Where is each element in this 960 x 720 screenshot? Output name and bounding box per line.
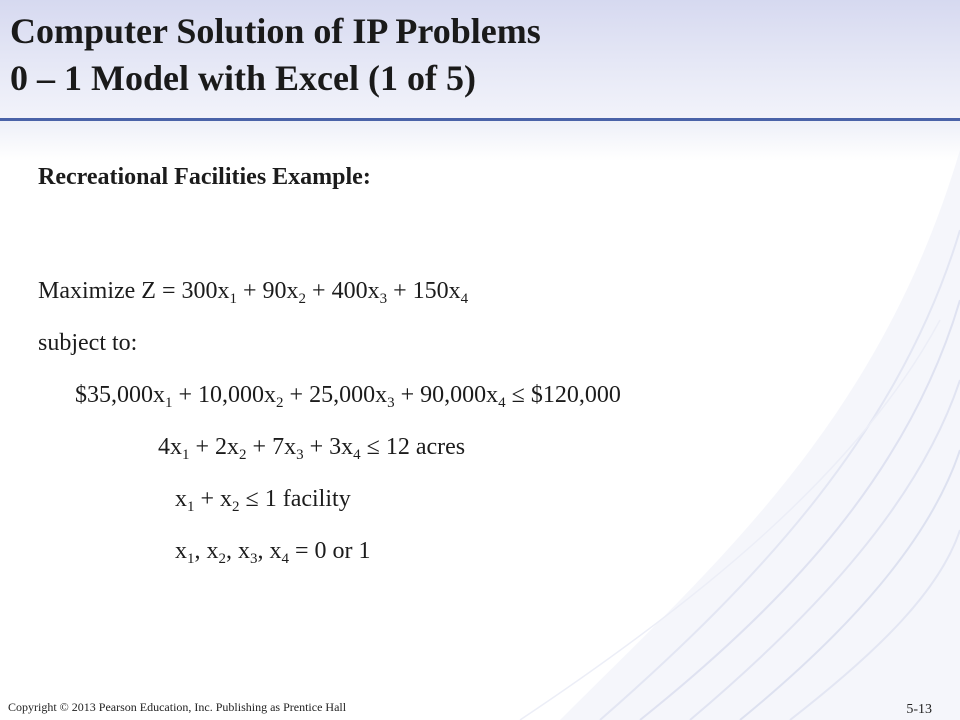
title-line-1: Computer Solution of IP Problems xyxy=(10,11,541,51)
title-line-2: 0 – 1 Model with Excel (1 of 5) xyxy=(10,58,476,98)
subject-to-label: subject to: xyxy=(38,330,138,356)
constraint-text: 4x xyxy=(158,434,182,460)
constraint-budget xyxy=(75,382,621,409)
subscript: 1 xyxy=(229,291,237,307)
subscript: 2 xyxy=(239,447,247,463)
subscript: 2 xyxy=(298,291,307,307)
objective-text: + 400x xyxy=(306,278,380,304)
constraint-text: + 10,000x xyxy=(172,382,277,408)
constraint-text: $35,000x xyxy=(75,382,165,408)
objective-text: Maximize Z = 300x xyxy=(38,278,230,304)
subscript: 1 xyxy=(165,395,173,411)
constraint-text: + x xyxy=(194,486,233,512)
subscript: 1 xyxy=(182,447,190,463)
constraint-text: , x xyxy=(226,538,250,564)
subscript: 3 xyxy=(379,291,388,307)
subscript: 3 xyxy=(387,395,395,411)
constraint-text: + 7x xyxy=(246,434,297,460)
subscript: 1 xyxy=(187,499,195,515)
constraint-text: + 2x xyxy=(189,434,240,460)
constraint-text: x xyxy=(175,486,187,512)
constraint-binary xyxy=(175,538,371,565)
constraint-rhs: = 0 or 1 xyxy=(289,538,371,564)
constraint-text: + 3x xyxy=(303,434,354,460)
constraint-rhs: ≤ $120,000 xyxy=(505,382,621,408)
objective-text: + 90x xyxy=(237,278,299,304)
subscript: 4 xyxy=(281,551,289,567)
header-shadow xyxy=(0,121,960,161)
subscript: 2 xyxy=(218,551,226,567)
page-number: 5-13 xyxy=(906,702,932,717)
objective-text: + 150x xyxy=(387,278,461,304)
subscript: 1 xyxy=(187,551,195,567)
subscript: 3 xyxy=(250,551,258,567)
subscript: 4 xyxy=(460,291,469,307)
subscript: 3 xyxy=(296,447,304,463)
slide-title xyxy=(10,8,541,102)
constraint-facility xyxy=(175,486,351,513)
constraint-land xyxy=(158,434,465,461)
subscript: 2 xyxy=(276,395,284,411)
copyright-footer: Copyright © 2013 Pearson Education, Inc. Publishing as Prentice Hall xyxy=(8,700,347,714)
constraint-text: x xyxy=(175,538,187,564)
constraint-text: , x xyxy=(257,538,282,564)
objective-function xyxy=(38,278,468,305)
constraint-text: + 90,000x xyxy=(394,382,499,408)
constraint-rhs: ≤ 12 acres xyxy=(360,434,466,460)
constraint-rhs: ≤ 1 facility xyxy=(239,486,351,512)
subscript: 4 xyxy=(498,395,506,411)
example-heading: Recreational Facilities Example: xyxy=(38,164,371,190)
constraint-text: + 25,000x xyxy=(283,382,388,408)
subscript: 4 xyxy=(353,447,361,463)
subscript: 2 xyxy=(232,499,240,515)
constraint-text: , x xyxy=(194,538,219,564)
